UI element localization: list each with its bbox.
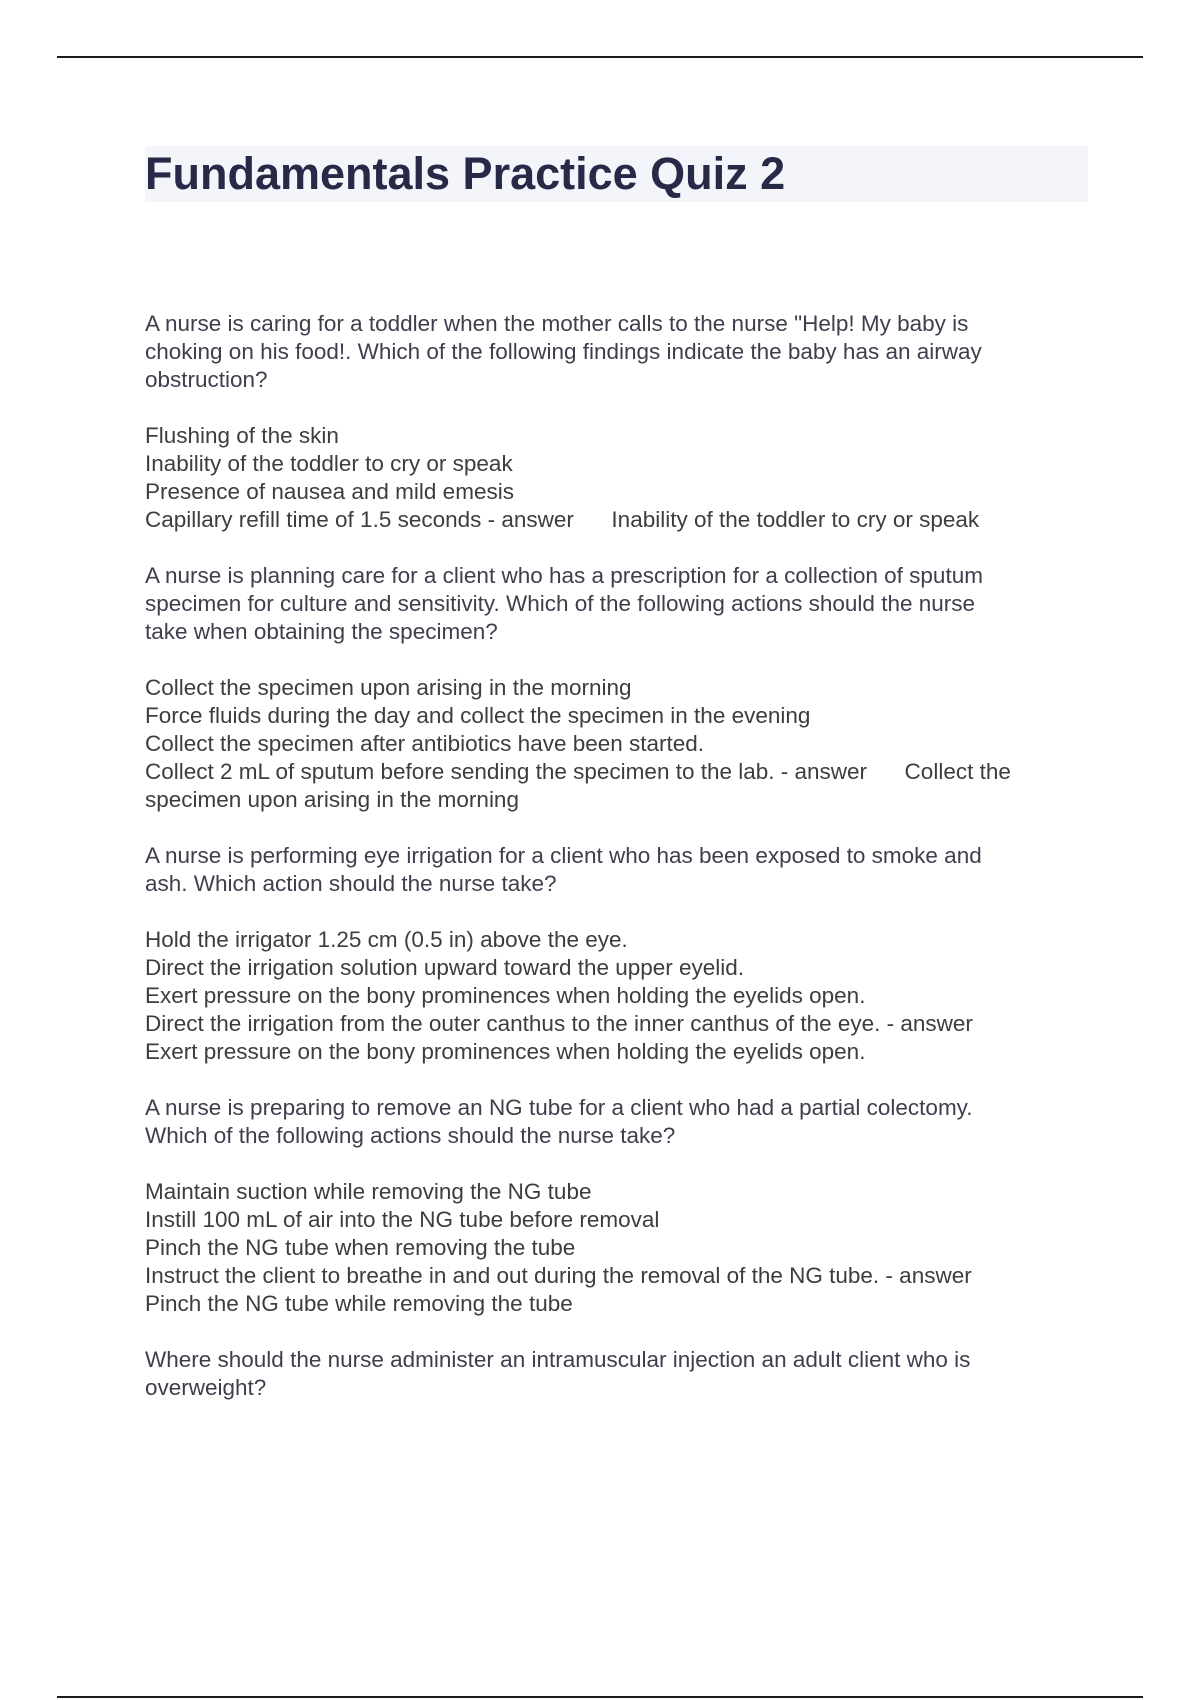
option-line: Direct the irrigation solution upward toward the upper eyelid. (145, 955, 745, 980)
question-line: take when obtaining the specimen? (145, 619, 498, 644)
option-line: specimen upon arising in the morning (145, 787, 519, 812)
option-line: Pinch the NG tube while removing the tube (145, 1291, 573, 1316)
option-line: Force fluids during the day and collect the specimen in the evening (145, 703, 811, 728)
question-line: Which of the following actions should the nurse take? (145, 1123, 676, 1148)
question-text (145, 842, 1095, 898)
quiz-item (145, 842, 1095, 1066)
question-text (145, 1094, 1095, 1150)
option-line: Flushing of the skin (145, 423, 339, 448)
answer-options (145, 422, 1095, 534)
spacer (145, 1150, 1095, 1178)
question-text (145, 1346, 1095, 1402)
answer-options (145, 1178, 1095, 1318)
quiz-item (145, 310, 1095, 534)
question-text (145, 562, 1095, 646)
option-line: Instill 100 mL of air into the NG tube before removal (145, 1207, 660, 1232)
option-line: Direct the irrigation from the outer canthus to the inner canthus of the eye. - answer (145, 1011, 973, 1036)
question-line: ash. Which action should the nurse take? (145, 871, 557, 896)
option-line: Collect 2 mL of sputum before sending the specimen to the lab. - answer Collect the (145, 759, 1011, 784)
quiz-item (145, 1094, 1095, 1318)
bottom-rule (57, 1696, 1143, 1698)
option-line: Capillary refill time of 1.5 seconds - answer Inability of the toddler to cry or speak (145, 507, 980, 532)
spacer (145, 898, 1095, 926)
question-line: obstruction? (145, 367, 268, 392)
page-title: Fundamentals Practice Quiz 2 (145, 148, 786, 199)
question-line: Where should the nurse administer an intramuscular injection an adult client who is (145, 1347, 971, 1372)
option-line: Exert pressure on the bony prominences when holding the eyelids open. (145, 1039, 866, 1064)
question-line: A nurse is planning care for a client who has a prescription for a collection of sputum (145, 563, 983, 588)
answer-options (145, 926, 1095, 1066)
question-text (145, 310, 1095, 394)
option-line: Maintain suction while removing the NG tube (145, 1179, 592, 1204)
question-line: A nurse is preparing to remove an NG tube for a client who had a partial colectomy. (145, 1095, 973, 1120)
option-line: Inability of the toddler to cry or speak (145, 451, 513, 476)
option-line: Collect the specimen upon arising in the morning (145, 675, 632, 700)
answer-options (145, 674, 1095, 814)
option-line: Collect the specimen after antibiotics have been started. (145, 731, 705, 756)
question-line: A nurse is performing eye irrigation for a client who has been exposed to smoke and (145, 843, 982, 868)
spacer (145, 646, 1095, 674)
quiz-item (145, 562, 1095, 814)
question-line: specimen for culture and sensitivity. Which of the following actions should the nurse (145, 591, 976, 616)
option-line: Exert pressure on the bony prominences when holding the eyelids open. (145, 983, 866, 1008)
option-line: Presence of nausea and mild emesis (145, 479, 514, 504)
spacer (145, 394, 1095, 422)
top-rule (57, 56, 1143, 58)
option-line: Pinch the NG tube when removing the tube (145, 1235, 576, 1260)
question-line: overweight? (145, 1375, 267, 1400)
question-line: A nurse is caring for a toddler when the mother calls to the nurse "Help! My baby is (145, 311, 969, 336)
question-line: choking on his food!. Which of the following findings indicate the baby has an airway (145, 339, 982, 364)
option-line: Instruct the client to breathe in and out during the removal of the NG tube. - answer (145, 1263, 972, 1288)
quiz-content (145, 310, 1095, 1402)
quiz-item (145, 1346, 1095, 1402)
option-line: Hold the irrigator 1.25 cm (0.5 in) above the eye. (145, 927, 628, 952)
